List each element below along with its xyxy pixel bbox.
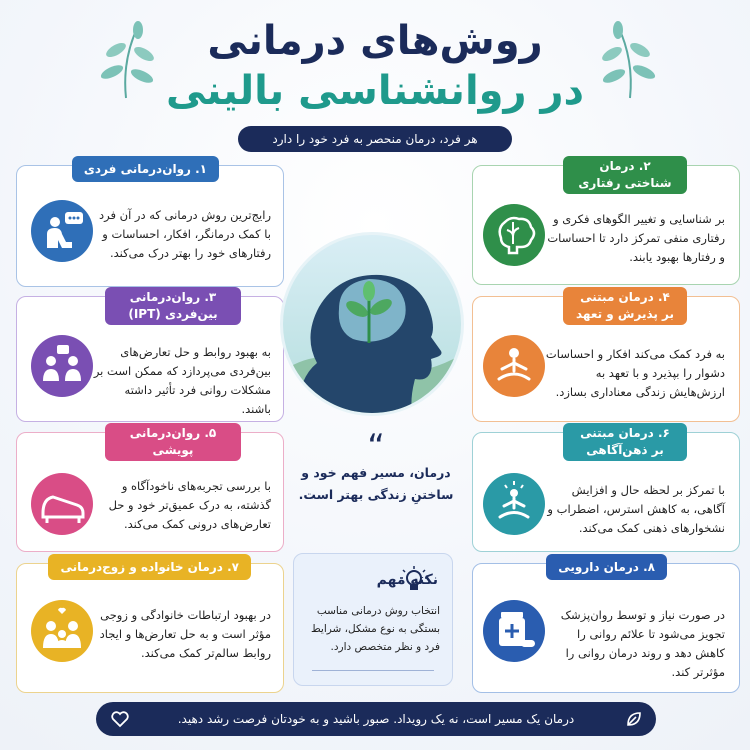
card-title: ۶. درمان مبتنی بر ذهن‌آگاهی (MBT) xyxy=(563,423,687,461)
person-chat-icon xyxy=(31,200,93,262)
card-psychodynamic-therapy xyxy=(16,426,284,552)
divider xyxy=(312,670,434,671)
couch-icon xyxy=(31,473,93,535)
card-title: ۷. درمان خانواده و زوج‌درمانی xyxy=(48,554,251,580)
card-text: بر شناسایی و تغییر الگوهای فکری و رفتاری منفی تمرکز دارد تا احساسات و رفتارها بهبود یابند. xyxy=(547,212,725,264)
brain-icon xyxy=(483,204,545,266)
card-text: به بهبود روابط و حل تعارض‌های بین‌فردی می‌پردازد که ممکن است بر مشکلات روانی فرد تأثیر داشته باشند. xyxy=(93,345,271,416)
page-title-line2: در روانشناسی بالینی xyxy=(165,68,585,114)
card-text: در صورت نیاز و توسط روان‌پزشک تجویز می‌شود تا علائم روانی را کاهش دهد و روند درمان روانی را مؤثرتر کند. xyxy=(560,608,725,679)
note-text: انتخاب روش درمانی مناسب بستگی به نوع مشکل، شرایط فرد و نظر متخصص دارد. xyxy=(310,605,440,653)
subtitle-banner: هر فرد، درمان منحصر به فرد خود را دارد xyxy=(238,126,512,152)
card-mindfulness-therapy xyxy=(472,426,740,552)
card-title: ۸. درمان دارویی xyxy=(546,554,667,580)
medicine-icon xyxy=(483,600,545,662)
card-text: با بررسی تجربه‌های ناخودآگاه و گذشته، به درک عمیق‌تر خود و حل تعارض‌های درونی کمک می‌کند. xyxy=(108,479,271,531)
footer-banner xyxy=(96,702,656,736)
important-note-box xyxy=(293,553,453,686)
card-medication xyxy=(472,560,740,693)
quote-text: درمان، مسیر فهم خود و ساختنِ زندگی بهتر است. xyxy=(298,465,454,502)
head-plant-illustration xyxy=(280,232,464,416)
heart-icon xyxy=(110,710,130,728)
card-act xyxy=(472,290,740,422)
card-text: با تمرکز بر لحظه حال و افزایش آگاهی، به کاهش استرس، اضطراب و نشخوارهای ذهنی کمک می‌کند. xyxy=(547,483,725,535)
card-family-therapy xyxy=(16,560,284,693)
card-title: ۱. روان‌درمانی فردی xyxy=(72,156,219,182)
card-text: به فرد کمک می‌کند افکار و احساسات دشوار را بپذیرد و با تعهد به ارزش‌هایش زندگی معناداری بسازد. xyxy=(545,347,725,399)
card-title: ۳. روان‌درمانی بین‌فردی (IPT) xyxy=(105,287,241,325)
page-title-line1: روش‌های درمانی xyxy=(207,18,543,64)
card-text: رایج‌ترین روش درمانی که در آن فرد با کمک درمانگر، افکار، احساسات و رفتارهای خود را بهتر درک می‌کند. xyxy=(99,208,271,260)
card-cbt xyxy=(472,159,740,285)
note-title: نکته مهم xyxy=(376,572,438,588)
center-quote xyxy=(288,427,464,506)
card-title: ۵. روان‌درمانی پویشی (روان‌کاوی) xyxy=(105,423,241,461)
card-individual-therapy xyxy=(16,162,284,287)
card-interpersonal-therapy xyxy=(16,290,284,422)
quote-mark-icon: “ xyxy=(367,427,385,467)
leaf-icon xyxy=(624,709,644,729)
card-title: ۲. درمان شناختی رفتاری (CBT) xyxy=(563,156,687,194)
two-people-icon xyxy=(31,335,93,397)
meditation-icon xyxy=(483,335,545,397)
head-plant-icon xyxy=(280,235,461,416)
mindfulness-icon xyxy=(483,473,545,535)
family-icon xyxy=(31,600,93,662)
card-text: در بهبود ارتباطات خانوادگی و زوجی مؤثر است و به حل تعارض‌ها و ایجاد روابط سالم‌تر کمک می‌کند. xyxy=(99,608,271,660)
card-title: ۴. درمان مبتنی بر پذیرش و تعهد (ACT) xyxy=(563,287,687,325)
footer-text: درمان یک مسیر است، نه یک رویداد. صبور باشید و به خودتان فرصت رشد دهید. xyxy=(177,712,575,726)
